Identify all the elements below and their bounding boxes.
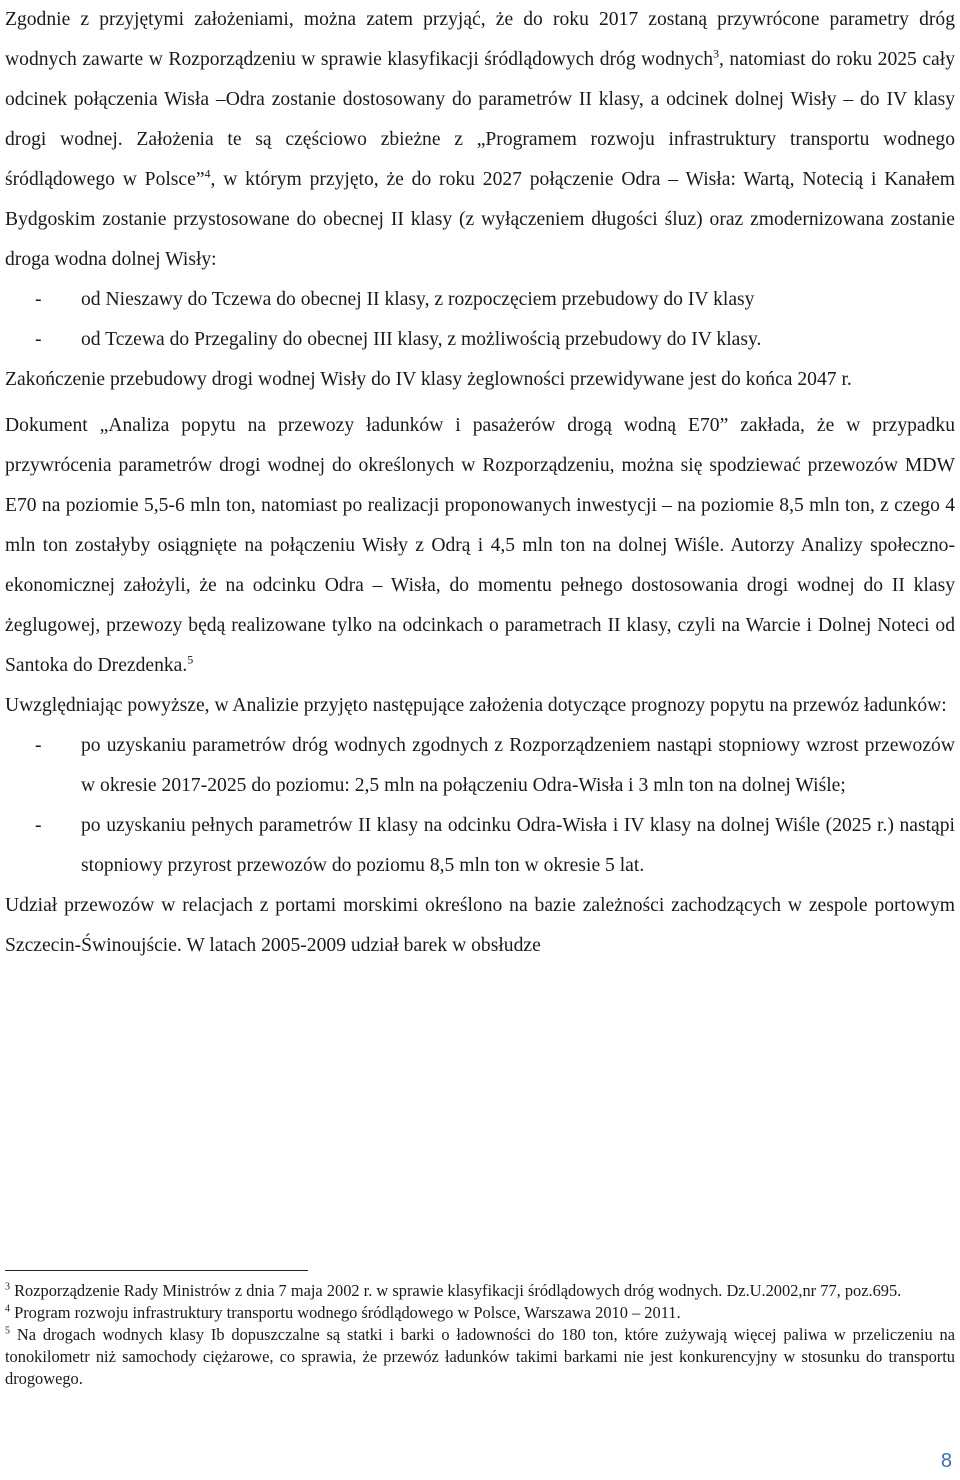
footnotes: [5, 1280, 955, 1390]
list-item: [5, 726, 955, 806]
paragraph-3: [5, 406, 955, 686]
footnote-4: [5, 1302, 955, 1324]
paragraph-2: Zakończenie przebudowy drogi wodnej Wisły do IV klasy żeglowności przewidywane jest do końca 2047 r.: [5, 369, 852, 390]
paragraph-1-text-c: , w którym przyjęto, że do roku 2027 połączenie Odra – Wisła: Wartą, Notecią i Kanałem Bydgoskim zostanie przystosowane do obecnej II klasy (z wyłączeniem długości śluz) oraz zmodernizowana zostanie droga wodna dolnej Wisły:: [5, 169, 956, 270]
list-dash: -: [35, 735, 42, 756]
footnote-ref-4[interactable]: 4: [204, 166, 211, 181]
paragraph-1: [5, 0, 955, 280]
footnote-separator: [5, 1270, 308, 1271]
footnote-number: 5: [5, 1325, 10, 1337]
paragraph-4: Uwzględniając powyższe, w Analizie przyjęto następujące założenia dotyczące prognozy popytu na przewóz ładunków:: [5, 695, 947, 716]
footnote-5: [5, 1324, 955, 1390]
list-item: [5, 806, 955, 886]
list-item-text: po uzyskaniu pełnych parametrów II klasy na odcinku Odra-Wisła i IV klasy na dolnej Wiśle (2025 r.) nastąpi stopniowy przyrost przewozów do poziomu 8,5 mln ton w okresie 5 lat.: [81, 815, 955, 876]
list-item-text: po uzyskaniu parametrów dróg wodnych zgodnych z Rozporządzeniem nastąpi stopniowy wzrost przewozów w okresie 2017-2025 do poziomu: 2,5 mln na połączeniu Odra-Wisła i 3 mln ton na dolnej Wiśle;: [81, 735, 955, 796]
list-item-text: od Tczewa do Przegaliny do obecnej III klasy, z możliwością przebudowy do IV klasy.: [81, 329, 762, 350]
list-item: [5, 320, 955, 360]
list-dash: -: [35, 289, 42, 310]
list-dash: -: [35, 329, 42, 350]
footnote-ref-5[interactable]: 5: [187, 652, 194, 667]
paragraph-3-text: Dokument „Analiza popytu na przewozy ładunków i pasażerów drogą wodną E70” zakłada, że w przypadku przywrócenia parametrów drogi wodnej do określonych w Rozporządzeniu, można się spodziewać przewozów MDW E70 na poziomie 5,5-6 mln ton, natomiast po realizacji proponowanych inwestycji – na poziomie 8,5 mln ton, z czego 4 mln ton zostałyby osiągnięte na połączeniu Wisły z Odrą i 4,5 mln ton na dolnej Wiśle. Autorzy Analizy społeczno-ekonomicznej założyli, że na odcinku Odra – Wisła, do momentu pełnego dostosowania drogi wodnej do II klasy żeglugowej, przewozy będą realizowane tylko na odcinkach o parametrach II klasy, czyli na Warcie i Dolnej Noteci od Santoka do Drezdenka.: [5, 415, 955, 676]
list-item: [5, 280, 955, 320]
footnote-ref-3[interactable]: 3: [713, 46, 719, 61]
footnote-number: 3: [5, 1281, 10, 1293]
document-body: [5, 0, 955, 966]
list-dash: -: [35, 815, 42, 836]
footnote-text: Rozporządzenie Rady Ministrów z dnia 7 maja 2002 r. w sprawie klasyfikacji śródlądowych dróg wodnych. Dz.U.2002,nr 77, poz.695.: [14, 1281, 902, 1300]
footnote-number: 4: [5, 1303, 10, 1315]
footnote-text: Na drogach wodnych klasy Ib dopuszczalne są statki i barki o ładowności do 180 ton, które zużywają więcej paliwa w przeliczeniu na tonokilometr niż samochody ciężarowe, co sprawia, że przewóz ładunków takimi barkami nie jest konkurencyjny w stosunku do transportu drogowego.: [5, 1325, 955, 1388]
list-item-text: od Nieszawy do Tczewa do obecnej II klasy, z rozpoczęciem przebudowy do IV klasy: [81, 289, 755, 310]
paragraph-5: Udział przewozów w relacjach z portami morskimi określono na bazie zależności zachodzących w zespole portowym Szczecin-Świnoujście. W latach 2005-2009 udział barek w obsłudze: [5, 895, 955, 956]
footnote-3: [5, 1280, 955, 1302]
footnote-text: Program rozwoju infrastruktury transportu wodnego śródlądowego w Polsce, Warszawa 2010 – 2011.: [14, 1303, 681, 1322]
paragraph-1-text-b: , natomiast do roku 2025 cały odcinek połączenia Wisła –Odra zostanie dostosowany do parametrów II klasy, a odcinek dolnej Wisły – do IV klasy drogi wodnej. Założenia te są częściowo zbieżne z „Programem rozwoju infrastruktury transportu wodnego śródlądowego w Polsce”: [5, 49, 955, 190]
paragraph-1-text-a: Zgodnie z przyjętymi założeniami, można zatem przyjąć, że do roku 2017 zostaną przywrócone parametry dróg wodnych zawarte w Rozporządzeniu w sprawie klasyfikacji śródlądowych dróg wodnych: [5, 9, 955, 70]
page-number: 8: [940, 1450, 952, 1472]
